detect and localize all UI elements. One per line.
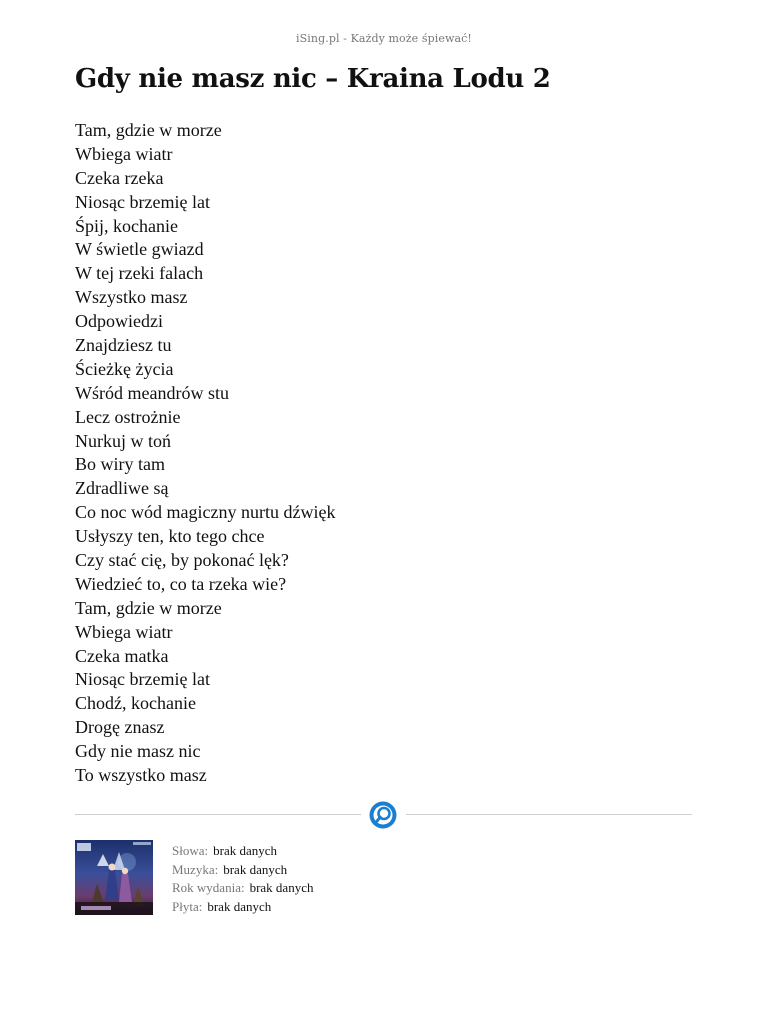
lyric-line: W tej rzeki falach [75,263,204,284]
lyric-line: Usłyszy ten, kto tego chce [75,526,265,547]
lyric-line: Odpowiedzi [75,311,163,332]
lyric-line: Gdy nie masz nic [75,741,201,762]
lyric-line: Ścieżkę życia [75,358,174,379]
lyric-line: Drogę znasz [75,717,165,738]
lyric-line: Zdradliwe są [75,478,169,499]
credit-value: brak danych [249,880,314,895]
album-cover-image [75,840,153,915]
lyric-line: Znajdziesz tu [75,335,172,356]
lyric-line: Czeka matka [75,645,169,666]
divider-line-left [75,814,361,815]
divider-line-right [406,814,692,815]
credit-label: Rok wydania: [172,880,245,895]
lyric-line: Niosąc brzemię lat [75,669,210,690]
lyric-line: To wszystko masz [75,765,207,786]
credit-row-music [172,861,313,880]
credit-value: brak danych [223,861,288,877]
credit-value: brak danych [207,898,272,914]
credit-label: Muzyka: [172,861,219,877]
credit-label: Słowa: [172,843,209,858]
lyric-line: Wiedzieć to, co ta rzeka wie? [75,573,287,594]
lyric-line: Wśród meandrów stu [75,382,229,403]
lyric-line: Tam, gdzie w morze [75,120,222,140]
lyric-line: Wbiega wiatr [75,143,173,164]
lyric-line: Niosąc brzemię lat [75,191,210,212]
lyric-line: Chodź, kochanie [75,693,196,714]
song-credits [75,840,692,916]
lyric-line: Lecz ostrożnie [75,406,181,427]
lyric-line: Co noc wód magiczny nurtu dźwięk [75,502,336,523]
lyric-line: Wszystko masz [75,287,188,308]
credit-row-lyrics [172,842,313,861]
credit-value: brak danych [213,843,278,858]
lyric-line: W świetle gwiazd [75,239,204,260]
ising-logo-icon [368,800,398,830]
credits-list [172,842,313,916]
lyric-line: Wbiega wiatr [75,621,173,642]
credit-row-album [172,898,313,917]
lyric-line: Tam, gdzie w morze [75,597,222,618]
song-title: Gdy nie masz nic – Kraina Lodu 2 [75,64,551,94]
lyric-line: Bo wiry tam [75,454,165,475]
lyric-line: Czy stać cię, by pokonać lęk? [75,550,289,571]
credit-label: Płyta: [172,898,203,914]
lyric-line: Nurkuj w toń [75,430,171,451]
site-tagline: iSing.pl - Każdy może śpiewać! [296,32,472,45]
lyrics-list [75,119,335,788]
lyric-line: Śpij, kochanie [75,215,178,236]
lyric-line: Czeka rzeka [75,167,164,188]
credit-row-year [172,879,313,898]
section-divider [75,800,692,830]
